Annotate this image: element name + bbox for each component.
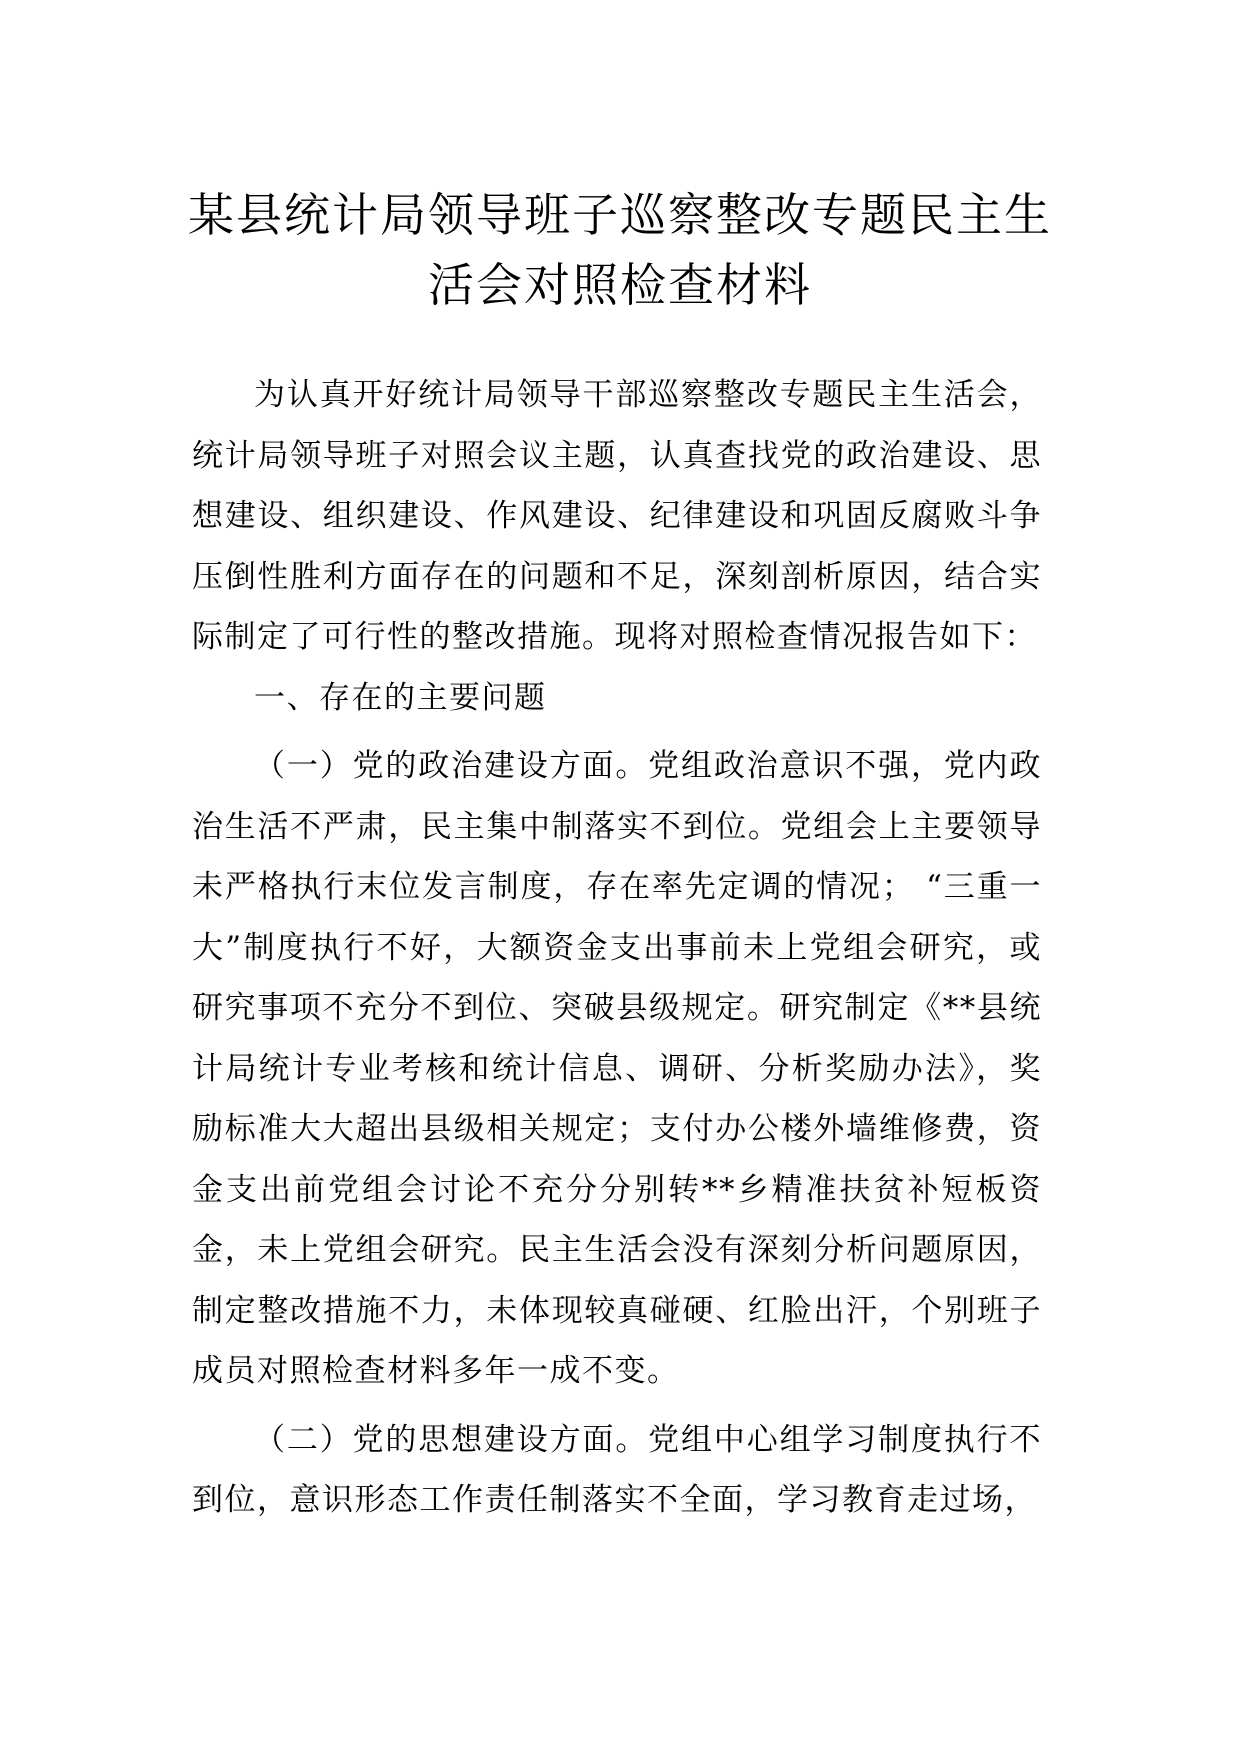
paragraph-ideological-construction: （二）党的思想建设方面。党组中心组学习制度执行不到位，意识形态工作责任制落实不全面，学习教育走过场，	[192, 1421, 1042, 1518]
title-line-1: 某县统计局领导班子巡察整改专题民主生	[188, 188, 1052, 242]
paragraph-political-construction: （一）党的政治建设方面。党组政治意识不强，党内政治生活不严肃，民主集中制落实不到位。党组会上主要领导未严格执行末位发言制度，存在率先定调的情况； “三重一大”制度执行不好，大额资金支出事前未上党组会研究，或研究事项不充分不到位、突破县级规定。研究制定《**县统计局统计专业考核和统计信息、调研、分析奖励办法》，奖励标准大大超出县级相关规定；支付办公楼外墙维修费，资金支出前党组会讨论不充分分别转**乡精准扶贫补短板资金，未上党组会研究。民主生活会没有深刻分析问题原因，制定整改措施不力，未体现较真碰硬、红脸出汗，个别班子成员对照检查材料多年一成不变。	[192, 748, 1042, 1389]
intro-paragraph: 为认真开好统计局领导干部巡察整改专题民主生活会，统计局领导班子对照会议主题，认真查找党的政治建设、思想建设、组织建设、作风建设、纪律建设和巩固反腐败斗争压倒性胜利方面存在的问题和不足，深刻剖析原因，结合实际制定了可行性的整改措施。现将对照检查情况报告如下：	[192, 377, 1042, 655]
title-line-2: 活会对照检查材料	[428, 258, 812, 312]
section-heading-problems: 一、存在的主要问题	[254, 679, 547, 716]
document-title	[150, 180, 1090, 320]
document-body	[192, 365, 1042, 1531]
